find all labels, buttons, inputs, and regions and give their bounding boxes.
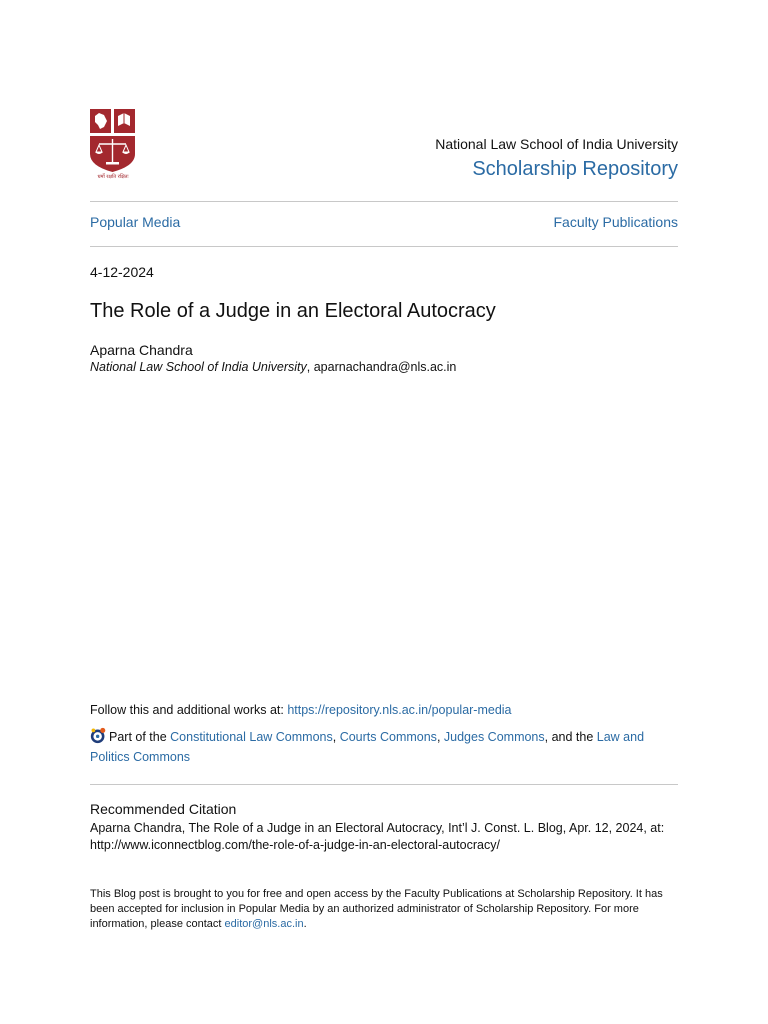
access-statement-end: . xyxy=(303,918,307,930)
author-name: Aparna Chandra xyxy=(90,342,193,358)
affiliation-name: National Law School of India University xyxy=(90,360,307,374)
constitutional-law-commons-link[interactable]: Constitutional Law Commons xyxy=(170,730,333,744)
faculty-publications-link[interactable]: Faculty Publications xyxy=(553,214,678,230)
logo-motto: धर्मो रक्षति रक्षितः xyxy=(97,174,129,180)
commons-separator: , xyxy=(436,730,444,744)
courts-commons-link[interactable]: Courts Commons xyxy=(339,730,437,744)
access-statement xyxy=(90,887,680,932)
commons-network-icon xyxy=(90,727,107,744)
follow-prefix: Follow this and additional works at: xyxy=(90,703,288,717)
recommended-citation-heading: Recommended Citation xyxy=(90,801,237,817)
recommended-citation-text: Aparna Chandra, The Role of a Judge in an Electoral Autocracy, Int’l J. Const. L. Blog, Apr. 12, 2024, at: http://www.iconnectblog.com/the-role-of-a-judge-in-an-electoral-autocracy/ xyxy=(90,821,665,852)
law-and-politics-commons-link[interactable]: Law and Politics Commons xyxy=(90,730,645,764)
contact-email-link[interactable]: editor@nls.ac.in xyxy=(224,918,304,930)
part-of-commons xyxy=(90,727,670,767)
divider-top xyxy=(90,201,678,202)
and-the-text: , and the xyxy=(544,730,597,744)
divider-nav xyxy=(90,246,678,247)
collection-url-link[interactable]: https://repository.nls.ac.in/popular-media xyxy=(287,703,512,717)
judges-commons-link[interactable]: Judges Commons xyxy=(443,730,545,744)
divider-citation xyxy=(90,784,678,785)
commons-separator: , xyxy=(332,730,340,744)
part-of-prefix: Part of the xyxy=(109,730,171,744)
institution-name: National Law School of India University xyxy=(435,136,678,152)
follow-line xyxy=(90,703,512,717)
repository-link[interactable]: Scholarship Repository xyxy=(472,158,678,180)
author-affiliation xyxy=(90,360,456,374)
nlsiu-logo-icon xyxy=(89,108,137,180)
author-email: aparnachandra@nls.ac.in xyxy=(313,360,457,374)
popular-media-link[interactable]: Popular Media xyxy=(90,214,181,230)
affiliation-separator: , xyxy=(306,360,314,374)
publication-date: 4-12-2024 xyxy=(90,264,154,280)
access-statement-text: This Blog post is brought to you for free and open access by the Faculty Publications at Scholarship Repository. It has been accepted for inclusion in Popular Media by an authorized administrator of Scholarship Repository. For more information, please contact xyxy=(90,888,663,930)
article-title: The Role of a Judge in an Electoral Autocracy xyxy=(90,300,496,322)
